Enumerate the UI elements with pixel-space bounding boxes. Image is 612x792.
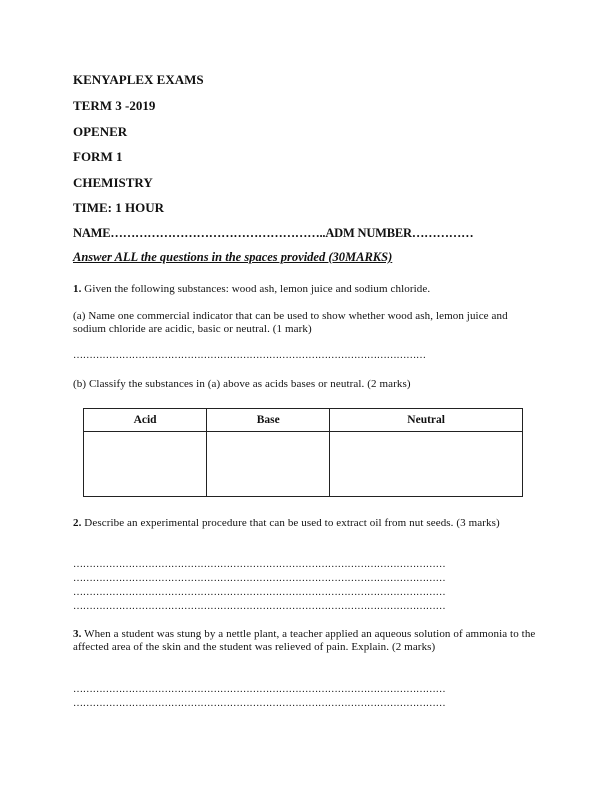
table-header-row	[84, 409, 523, 432]
question-1-text: Given the following substances: wood ash, lemon juice and sodium chloride.	[81, 283, 431, 295]
answer-line[interactable]: ……………………………………………………………………………………………………	[73, 601, 446, 612]
question-1-number: 1.	[73, 283, 82, 295]
term-label: TERM 3 -2019	[73, 98, 156, 113]
column-header-neutral: Neutral	[330, 409, 523, 432]
acid-answer-cell[interactable]	[84, 432, 207, 497]
question-1a: (a) Name one commercial indicator that can be used to show whether wood ash, lemon juice and sodium chloride are acidic, basic or neutral. (1 mark)	[73, 310, 508, 335]
answer-line[interactable]: ……………………………………………………………………………………………………	[73, 573, 446, 584]
neutral-answer-cell[interactable]	[330, 432, 523, 497]
answer-line[interactable]: ……………………………………………………………………………………………………	[73, 684, 446, 695]
question-2-number: 2.	[73, 517, 82, 529]
table-answer-row	[84, 432, 523, 497]
instructions: Answer ALL the questions in the spaces provided (30MARKS)	[73, 250, 393, 264]
column-header-base: Base	[207, 409, 330, 432]
question-1b: (b) Classify the substances in (a) above as acids bases or neutral. (2 marks)	[73, 378, 411, 390]
form-label: FORM 1	[73, 149, 123, 164]
time-label: TIME: 1 HOUR	[73, 200, 164, 215]
question-2-text: Describe an experimental procedure that can be used to extract oil from nut seeds. (3 marks)	[81, 517, 500, 529]
answer-line[interactable]: ………………………………………………………………………………………………	[73, 350, 426, 361]
exam-type: OPENER	[73, 124, 128, 139]
school-name: KENYAPLEX EXAMS	[73, 72, 204, 87]
answer-line[interactable]: ……………………………………………………………………………………………………	[73, 698, 446, 709]
answer-line[interactable]: ……………………………………………………………………………………………………	[73, 587, 446, 598]
question-3	[73, 628, 539, 654]
question-3-text: When a student was stung by a nettle plant, a teacher applied an aqueous solution of ammonia to the affected area of the skin and the student was relieved of pain. Explain. (2 marks)	[73, 628, 536, 653]
exam-page	[73, 0, 539, 792]
base-answer-cell[interactable]	[207, 432, 330, 497]
question-1	[73, 283, 539, 296]
answer-line[interactable]: ……………………………………………………………………………………………………	[73, 559, 446, 570]
question-3-number: 3.	[73, 628, 82, 640]
classification-table	[83, 408, 523, 497]
subject-label: CHEMISTRY	[73, 175, 153, 190]
question-2	[73, 517, 539, 530]
column-header-acid: Acid	[84, 409, 207, 432]
name-adm-line: NAME……………………………………………..ADM NUMBER……………	[73, 226, 474, 240]
